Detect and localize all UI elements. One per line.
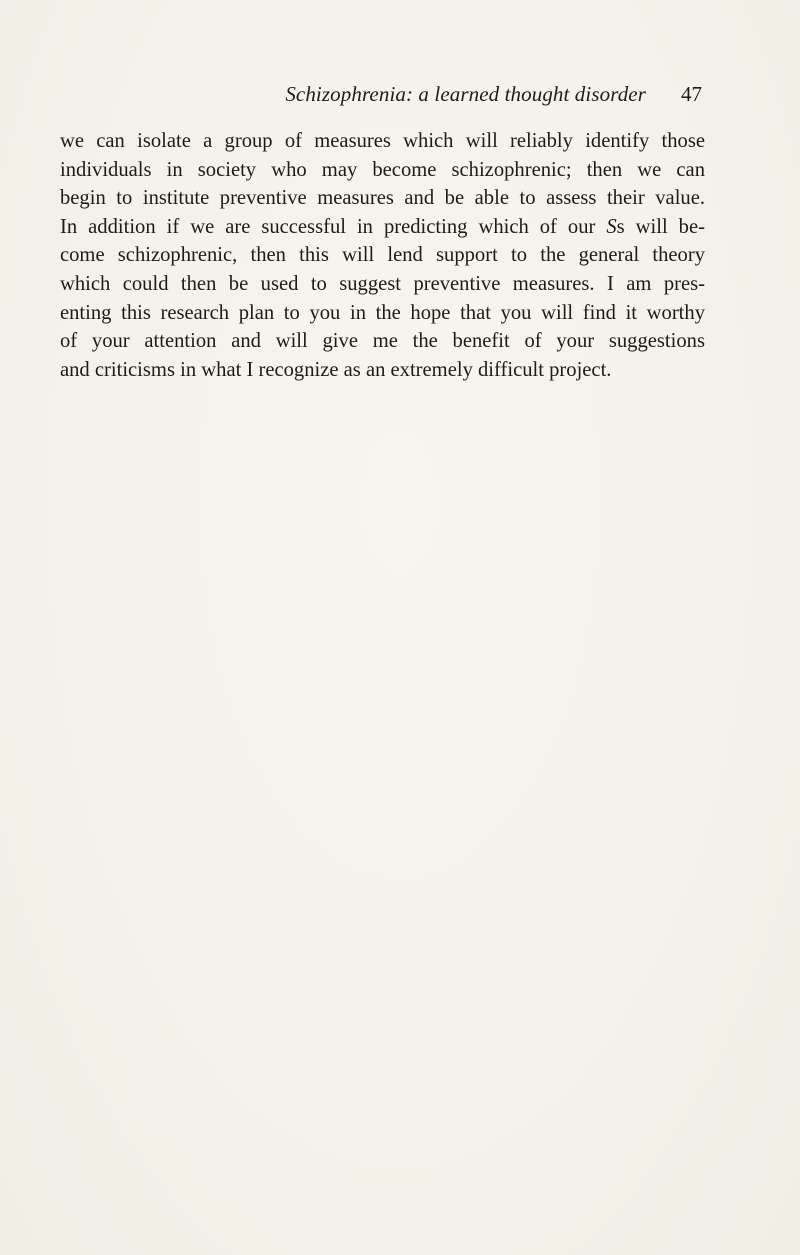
subjects-abbreviation: S — [606, 215, 617, 238]
text-line: individuals in society who may become schizophrenic; then we can — [60, 158, 705, 181]
page-number: 47 — [681, 82, 702, 106]
running-head — [60, 82, 702, 112]
text-line: which could then be used to suggest preventive measures. I am pres- — [60, 272, 705, 295]
text-line — [60, 213, 705, 242]
running-title: Schizophrenia: a learned thought disorder — [285, 82, 646, 106]
text-line: of your attention and will give me the benefit of your suggestions — [60, 330, 705, 353]
text-line: come schizophrenic, then this will lend support to the general theory — [60, 244, 705, 267]
text-segment: In addition if we are successful in predicting which of our — [60, 215, 596, 238]
body-paragraph — [60, 127, 705, 384]
text-line: we can isolate a group of measures which will reliably identify those — [60, 130, 705, 152]
text-line: enting this research plan to you in the hope that you will find it worthy — [60, 301, 705, 324]
text-line: begin to institute preventive measures and be able to assess their value. — [60, 187, 705, 210]
text-line: and criticisms in what I recognize as an extremely difficult project. — [60, 358, 612, 381]
text-segment: s will be- — [616, 215, 705, 238]
